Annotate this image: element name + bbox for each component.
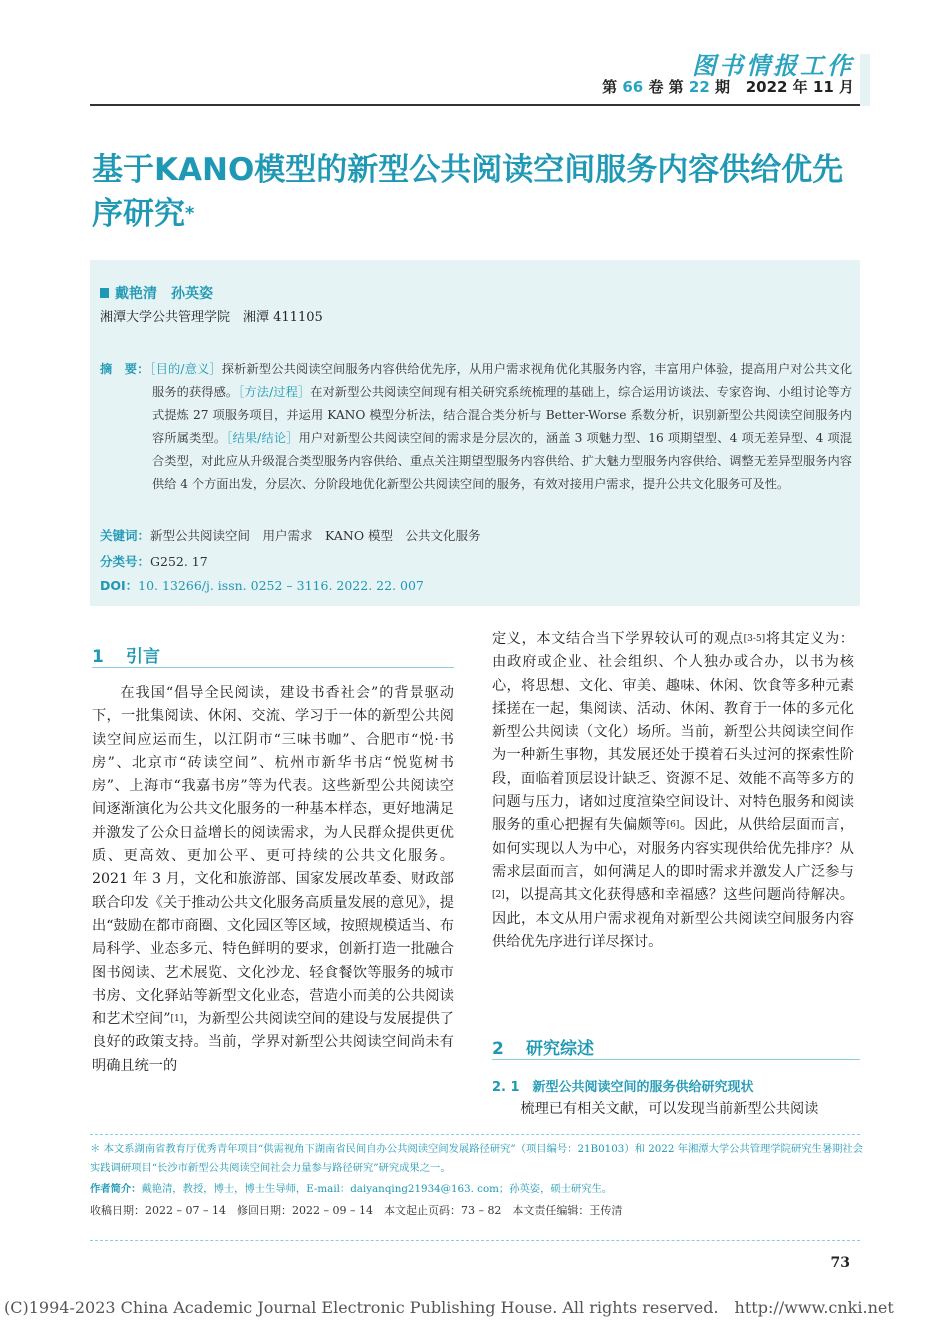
affiliation: 湘潭大学公共管理学院 湘潭 411105 <box>100 310 323 325</box>
header-edge-bar <box>860 54 870 106</box>
right-text-b: 将其定义为：由政府或企业、社会组织、个人独办或合办，以书为核心，将思想、文化、审美、趣味、休闲、饮食等多种元素揉搓在一起，集阅读、活动、休闲、教育于一体的多元化新型公共阅读（文化）场所。当前，新型公共阅读空间作为一种新生事物，其发展还处于摸着石头过河的探索性阶段，面临着顶层设计缺乏、资源不足、效能不高等多方的问题与压力，诸如过度渲染空间设计、对特色服务和阅读服务的重心把握有失偏颇等 <box>492 631 854 834</box>
abstract-method: 在对新型公共阅读空间现有相关研究系统梳理的基础上，综合运用访谈法、专家咨询、小组讨论等方式提炼 27 项服务项目，并运用 KANO 模型分析法，结合混合类分析与 Better-Worse 系数分析，识别新型公共阅读空间服务内容所属类型。 <box>152 384 853 445</box>
right-text-d: ，以提高其文化获得感和幸福感？这些问题尚待解决。因此，本文从用户需求视角对新型公共阅读空间服务内容供给优先序进行详尽探讨。 <box>492 887 854 950</box>
section-2-title: 研究综述 <box>526 1039 594 1059</box>
section-2-rule <box>492 1059 860 1060</box>
author-1: 戴艳清 <box>115 286 157 302</box>
right-column <box>492 628 854 954</box>
article-title <box>92 148 862 236</box>
issue-number-suffix: 期 <box>715 78 731 96</box>
fund-footnote: ＊ 本文系湖南省教育厅优秀青年项目“供需视角下湖南省民间自办公共阅读空间发展路径研究”（项目编号：21B0103）和 2022 年湘潭大学公共管理学院研究生暑期社会实践调研项目“长沙市新型公共阅读空间社会力量参与路径研究”研究成果之一。 <box>90 1143 864 1174</box>
author-info-text: 戴艳清，教授，博士，博士生导师，E-mail：daiyanqing21934@163. com；孙英姿，硕士研究生。 <box>141 1183 613 1195</box>
abstract-result: 用户对新型公共阅读空间的需求是分层次的，涵盖 3 项魅力型、16 项期望型、4 项无差异型、4 项混合类型，对此应从升级混合类型服务内容供给、重点关注期望型服务内容供给、扩大魅力型服务内容供给、调整无差异型服务内容供给 4 个方面出发，分层次、分阶段地优化新型公共阅读空间的服务，有效对接用户需求，提升公共文化服务可及性。 <box>152 430 852 491</box>
classification-value: G252. 17 <box>150 554 208 569</box>
page-number: 73 <box>830 1255 850 1271</box>
abstract-text <box>100 358 852 495</box>
subsection-2-1-heading: 2. 1 新型公共阅读空间的服务供给研究现状 <box>492 1080 754 1095</box>
issue-volume: 66 <box>622 78 644 96</box>
title-footnote-mark: * <box>185 203 195 224</box>
issue-volume-prefix: 第 <box>602 78 618 96</box>
keywords-label: 关键词： <box>100 528 151 543</box>
left-column <box>92 682 454 1078</box>
doi-label: DOI： <box>100 578 139 593</box>
right-text-a: 定义，本文结合当下学界较认可的观点 <box>492 631 744 647</box>
copyright-notice: (C)1994-2023 China Academic Journal Electronic Publishing House. All rights reserved. http://www.cnki.net <box>4 1298 894 1317</box>
section-2-paragraph: 梳理已有相关文献，可以发现当前新型公共阅读 <box>520 1101 819 1117</box>
author-list <box>100 283 213 303</box>
article-dates: 收稿日期：2022 – 07 – 14 修回日期：2022 – 09 – 14 本文起止页码：73 – 82 本文责任编辑：王传清 <box>90 1204 623 1217</box>
abstract-label: 摘 要： <box>100 362 150 376</box>
ref-6[interactable]: [6] <box>666 820 680 831</box>
intro-paragraph <box>92 682 454 1078</box>
footnote-rule <box>90 1134 860 1135</box>
ref-2[interactable]: [2] <box>492 890 505 901</box>
author-info-label: 作者简介： <box>90 1183 142 1195</box>
section-2-number: 2 <box>492 1039 504 1059</box>
classification-label: 分类号： <box>100 554 151 569</box>
ref-1[interactable]: [1] <box>170 1014 184 1025</box>
purpose-tag: ［目的/意义］ <box>149 362 222 376</box>
intro-text-end: ，为新型公共阅读空间的建设与发展提供了良好的政策支持。当前，学界对新型公共阅读空间尚未有明确且统一的 <box>92 1011 454 1074</box>
header-rule <box>90 104 860 106</box>
abstract-purpose: 探析新型公共阅读空间服务内容供给优先序，从用户需求视角优化其服务内容，丰富用户体验，提高用户对公共文化服务的获得感。 <box>152 362 853 399</box>
result-tag: ［结果/结论］ <box>226 430 299 445</box>
page-bottom-rule <box>90 1240 860 1241</box>
title-text: 基于KANO模型的新型公共阅读空间服务内容供给优先序研究 <box>92 152 844 232</box>
author-2: 孙英姿 <box>171 286 213 302</box>
ref-3-5[interactable]: [3-5] <box>743 634 766 644</box>
section-1-rule <box>92 667 454 668</box>
issue-date: 2022 年 11 月 <box>745 78 854 96</box>
classification-row <box>100 552 208 570</box>
intro-continuation <box>492 628 854 954</box>
author-marker-icon <box>100 288 109 298</box>
keywords-row <box>100 526 481 544</box>
issue-info <box>602 76 854 97</box>
section-1-heading <box>92 642 160 667</box>
journal-name: 图书情报工作 <box>692 52 854 80</box>
method-tag: ［方法/过程］ <box>238 384 311 399</box>
right-text-c: 。因此，从供给层面而言，如何实现以人为中心，对服务内容实现供给优先排序？从需求层面而言，如何满足人的即时需求并激发人广泛参与 <box>492 817 854 880</box>
issue-number: 22 <box>688 78 710 96</box>
section-2-body <box>492 1098 854 1122</box>
doi-row <box>100 576 424 594</box>
section-2-heading <box>492 1034 594 1059</box>
author-info-footnote <box>90 1180 864 1199</box>
issue-number-prefix: 卷 第 <box>648 78 684 96</box>
section-1-title: 引言 <box>126 647 160 667</box>
keywords-value: 新型公共阅读空间 用户需求 KANO 模型 公共文化服务 <box>150 528 481 543</box>
section-1-number: 1 <box>92 647 104 667</box>
doi-link[interactable]: 10. 13266/j. issn. 0252 – 3116. 2022. 22. 007 <box>138 578 424 593</box>
intro-text: 在我国“倡导全民阅读，建设书香社会”的背景驱动下，一批集阅读、休闲、交流、学习于一体的新型公共阅读空间应运而生，以江阴市“三味书咖”、合肥市“悦·书房”、北京市“砖读空间”、杭州市新华书店“悦览树书房”、上海市“我嘉书房”等为代表。这些新型公共阅读空间逐渐演化为公共文化服务的一种基本样态，更好地满足并激发了公众日益增长的阅读需求，为人民群众提供更优质、更高效、更加公平、更可持续的公共文化服务。2021 年 3 月，文化和旅游部、国家发展改革委、财政部联合印发《关于推动公共文化服务高质量发展的意见》，提出“鼓励在都市商圈、文化园区等区域，按照规模适当、布局科学、业态多元、特色鲜明的要求，创新打造一批融合图书阅读、艺术展览、文化沙龙、轻食餐饮等服务的城市书房、文化驿站等新型文化业态，营造小而美的公共阅读和艺术空间” <box>92 685 454 1028</box>
